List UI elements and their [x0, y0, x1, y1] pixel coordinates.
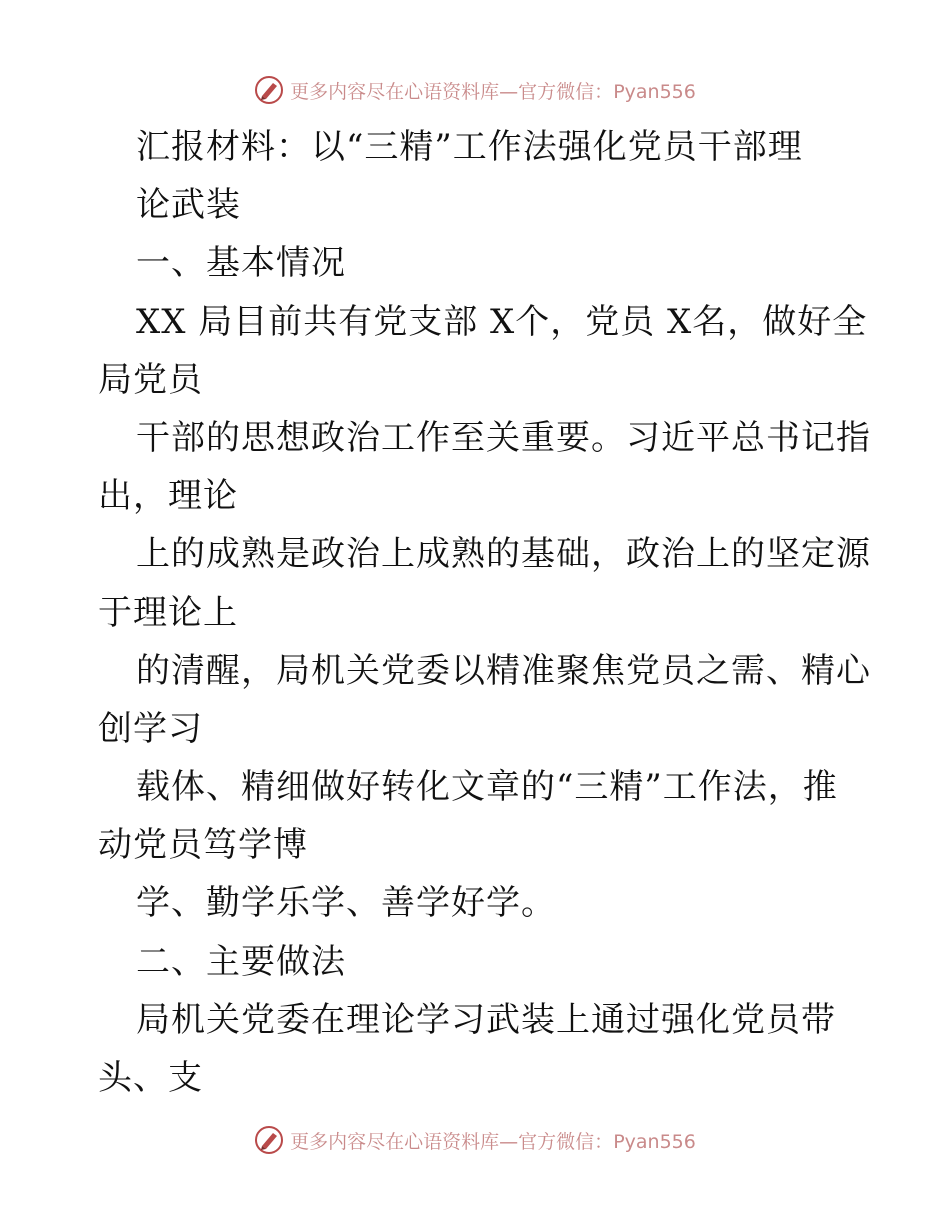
- paragraph-line: 于理论上: [98, 592, 238, 633]
- section-heading-methods: 二、主要做法: [136, 941, 346, 982]
- watermark-id: Pyan556: [613, 80, 696, 103]
- paragraph-line: 载体、精细做好转化文章的“三精”工作法，推: [136, 767, 838, 808]
- document-title-line-1: 汇报材料：以“三精”工作法强化党员干部理: [136, 127, 803, 167]
- watermark-text: [290, 77, 696, 104]
- pen-logo-icon: [254, 75, 284, 105]
- watermark-main-text: 更多内容尽在心语资料库: [290, 1130, 500, 1153]
- watermark-dash: —: [499, 80, 519, 103]
- watermark-tail-text: 官方微信：: [518, 80, 614, 103]
- watermark-text: [290, 1127, 696, 1154]
- watermark-dash: —: [499, 1130, 519, 1153]
- paragraph-line: 出，理论: [98, 476, 238, 517]
- pen-logo-icon: [254, 1125, 284, 1155]
- watermark-tail-text: 官方微信：: [518, 1130, 614, 1153]
- paragraph-line: 动党员笃学博: [98, 825, 308, 866]
- watermark-main-text: 更多内容尽在心语资料库: [290, 80, 500, 103]
- watermark-footer: [0, 1120, 950, 1160]
- document-body: [98, 118, 871, 1107]
- paragraph-line: 上的成熟是政治上成熟的基础，政治上的坚定源: [136, 534, 871, 575]
- paragraph-line: 局机关党委在理论学习武装上通过强化党员带: [136, 999, 836, 1040]
- paragraph-line: 干部的思想政治工作至关重要。习近平总书记指: [136, 417, 871, 458]
- paragraph-line: 的清醒，局机关党委以精准聚焦党员之需、精心: [136, 650, 871, 691]
- paragraph-line: XX 局目前共有党支部 X个，党员 X名，做好全: [136, 301, 868, 342]
- document-title-line-2: 论武装: [136, 185, 241, 226]
- paragraph-line: 局党员: [98, 359, 203, 400]
- paragraph-line: 创学习: [98, 708, 203, 749]
- watermark-header: [0, 70, 950, 110]
- watermark-id: Pyan556: [613, 1130, 696, 1153]
- paragraph-line: 头、支: [98, 1058, 203, 1098]
- paragraph-line: 学、勤学乐学、善学好学。: [136, 883, 556, 924]
- section-heading-basic: 一、基本情况: [136, 243, 346, 284]
